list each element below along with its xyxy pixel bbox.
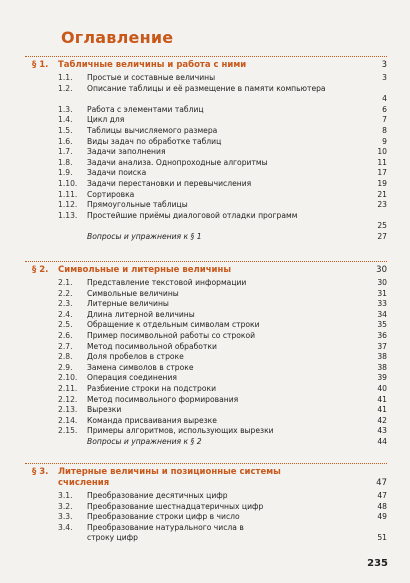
entry-number: 1.1. (58, 73, 73, 82)
entry-title: Пример посимвольной работы со строкой (87, 330, 256, 340)
entry-title: Преобразование десятичных цифр (87, 491, 228, 500)
entry-number: 2.9. (58, 362, 73, 372)
toc-entry-questions (25, 437, 387, 448)
entry-page: 38 (377, 362, 387, 372)
entry-number: 1.9. (58, 168, 73, 178)
section-number: § 3. (32, 467, 49, 477)
entry-title: Операция соединения (87, 373, 177, 383)
toc-entry (25, 416, 387, 427)
section-number: § 1. (32, 60, 49, 70)
toc-entry-questions (25, 232, 387, 243)
entry-title: Виды задач по обработке таблиц (87, 136, 222, 146)
entry-title: Замена символов в строке (87, 362, 194, 372)
entry-number: 2.10. (58, 373, 78, 383)
entry-page: 43 (377, 426, 387, 436)
entry-page: 36 (377, 330, 387, 340)
entry-number: 1.4. (58, 115, 73, 125)
entry-title: Преобразование шестнадцатеричных цифр (87, 501, 264, 511)
entry-page: 4 (382, 94, 387, 104)
toc-entry (25, 512, 387, 523)
entry-title: Доля пробелов в строке (87, 352, 184, 362)
entry-number: 2.11. (58, 383, 78, 393)
entry-page: 38 (377, 352, 387, 362)
entry-title: Длина литерной величины (87, 309, 195, 319)
entry-number: 2.7. (58, 341, 73, 351)
entry-number: 2.2. (58, 288, 73, 298)
section-divider (25, 463, 387, 464)
page-title: Оглавление (61, 28, 174, 47)
entry-page: 34 (377, 309, 387, 319)
toc-entry (25, 289, 387, 300)
entry-title: Представление текстовой информации (87, 278, 247, 287)
entry-title: Вопросы и упражнения к § 2 (87, 436, 202, 446)
entry-page: 49 (377, 512, 387, 522)
toc-entry (25, 299, 387, 310)
toc-entry (25, 502, 387, 513)
section-2 (25, 261, 387, 448)
entry-title: Задачи перестановки и перевычисления (87, 178, 252, 188)
entry-page: 37 (377, 341, 387, 351)
toc-entry (25, 395, 387, 406)
section-page: 30 (376, 265, 387, 275)
section-1 (25, 56, 387, 243)
entry-title: Метод посимвольного формирования (87, 394, 239, 404)
toc-entry (25, 115, 387, 126)
entry-title: Описание таблицы и её размещение в памяти компьютера (87, 83, 326, 93)
entry-title: Литерные величины (87, 299, 169, 309)
section-divider (25, 56, 387, 57)
entry-page: 42 (377, 415, 387, 425)
entry-page: 39 (377, 373, 387, 383)
toc-entry (25, 523, 387, 544)
entry-page: 33 (377, 299, 387, 309)
entry-title: Цикл для (87, 115, 125, 125)
entry-page: 40 (377, 383, 387, 393)
page-number: 235 (367, 558, 388, 569)
entry-page: 30 (377, 278, 387, 287)
entry-page: 3 (382, 73, 387, 82)
entry-page: 11 (377, 157, 387, 167)
toc-entry (25, 426, 387, 437)
toc-entry (25, 190, 387, 201)
entry-page: 41 (377, 394, 387, 404)
section-title: Табличные величины и работа с ними (58, 60, 247, 70)
section-number: § 2. (32, 265, 49, 275)
entry-number: 1.13. (58, 210, 78, 220)
entry-number: 3.3. (58, 512, 73, 522)
toc-entry (25, 105, 387, 116)
entry-title: Метод посимвольной обработки (87, 341, 217, 351)
entry-title: Обращение к отдельным символам строки (87, 320, 260, 330)
entry-title: Простые и составные величины (87, 73, 216, 82)
entry-page: 7 (382, 115, 387, 125)
entry-number: 3.1. (58, 491, 73, 500)
section-heading (25, 265, 387, 278)
entry-number: 2.4. (58, 309, 73, 319)
toc-entry (25, 211, 387, 232)
entry-page: 19 (377, 178, 387, 188)
section-title: Литерные величины и позиционные системы счисления (58, 467, 281, 488)
section-page: 3 (381, 60, 387, 70)
section-title: Символьные и литерные величины (58, 265, 232, 275)
entry-page: 10 (377, 147, 387, 157)
entry-title: Задачи заполнения (87, 147, 166, 157)
entry-page: 6 (382, 104, 387, 114)
entry-title: Команда присваивания вырезке (87, 415, 217, 425)
entry-number: 2.13. (58, 405, 78, 415)
entry-number: 1.6. (58, 136, 73, 146)
entry-title: Простейшие приёмы диалоговой отладки программ (87, 210, 298, 220)
toc-entry (25, 278, 387, 289)
entry-number: 1.8. (58, 157, 73, 167)
entry-page: 8 (382, 125, 387, 135)
toc-entry (25, 384, 387, 395)
entry-title: Задачи анализа. Однопроходные алгоритмы (87, 157, 268, 167)
section-heading (25, 467, 387, 491)
toc-entry (25, 158, 387, 169)
entry-number: 2.14. (58, 415, 78, 425)
entry-page: 23 (377, 200, 387, 210)
entry-number: 2.12. (58, 394, 78, 404)
entry-number: 1.5. (58, 125, 73, 135)
entry-page: 41 (377, 405, 387, 415)
toc-entry (25, 73, 387, 84)
toc-entry (25, 405, 387, 416)
entry-title: Символьные величины (87, 288, 179, 298)
toc-entry (25, 126, 387, 137)
entry-number: 2.1. (58, 278, 73, 287)
toc-entry (25, 320, 387, 331)
toc-entry (25, 310, 387, 321)
entry-number: 2.15. (58, 426, 78, 436)
toc-entry (25, 331, 387, 342)
entry-title: Сортировка (87, 189, 135, 199)
entry-number: 2.8. (58, 352, 73, 362)
toc-entry (25, 84, 387, 105)
toc-entry (25, 147, 387, 158)
entry-number: 2.6. (58, 330, 73, 340)
toc-entry (25, 363, 387, 374)
entry-number: 1.2. (58, 83, 73, 93)
section-heading (25, 60, 387, 73)
entry-page: 25 (377, 221, 387, 231)
toc-entry (25, 342, 387, 353)
toc-entry (25, 168, 387, 179)
entry-number: 1.7. (58, 147, 73, 157)
entry-number: 3.4. (58, 522, 73, 532)
entry-number: 1.11. (58, 189, 78, 199)
toc-entry (25, 137, 387, 148)
entry-title: Вопросы и упражнения к § 1 (87, 231, 202, 241)
toc-entry (25, 179, 387, 190)
section-divider (25, 261, 387, 262)
toc-entry (25, 352, 387, 363)
toc-entry (25, 200, 387, 211)
entry-page: 17 (377, 168, 387, 178)
entry-title: Задачи поиска (87, 168, 147, 178)
entry-title: Преобразование натурального числа в строку цифр (87, 522, 244, 543)
entry-page: 44 (377, 436, 387, 446)
entry-number: 3.2. (58, 501, 73, 511)
entry-page: 21 (377, 189, 387, 199)
entry-page: 48 (377, 501, 387, 511)
entry-number: 2.3. (58, 299, 73, 309)
section-3 (25, 463, 387, 544)
entry-title: Таблицы вычисляемого размера (87, 125, 218, 135)
entry-title: Примеры алгоритмов, использующих вырезки (87, 426, 274, 436)
entry-page: 27 (377, 231, 387, 241)
entry-title: Работа с элементами таблиц (87, 104, 204, 114)
entry-page: 31 (377, 288, 387, 298)
entry-page: 35 (377, 320, 387, 330)
toc-entry (25, 491, 387, 502)
entry-page: 51 (377, 533, 387, 543)
toc-entry (25, 373, 387, 384)
entry-page: 9 (382, 136, 387, 146)
entry-title: Разбиение строки на подстроки (87, 383, 217, 393)
entry-title: Вырезки (87, 405, 122, 415)
entry-number: 1.10. (58, 178, 78, 188)
entry-page: 47 (377, 491, 387, 500)
section-page: 47 (376, 478, 387, 488)
entry-number: 1.12. (58, 200, 78, 210)
entry-number: 2.5. (58, 320, 73, 330)
entry-number: 1.3. (58, 104, 73, 114)
entry-title: Преобразование строки цифр в число (87, 512, 240, 522)
entry-title: Прямоугольные таблицы (87, 200, 188, 210)
